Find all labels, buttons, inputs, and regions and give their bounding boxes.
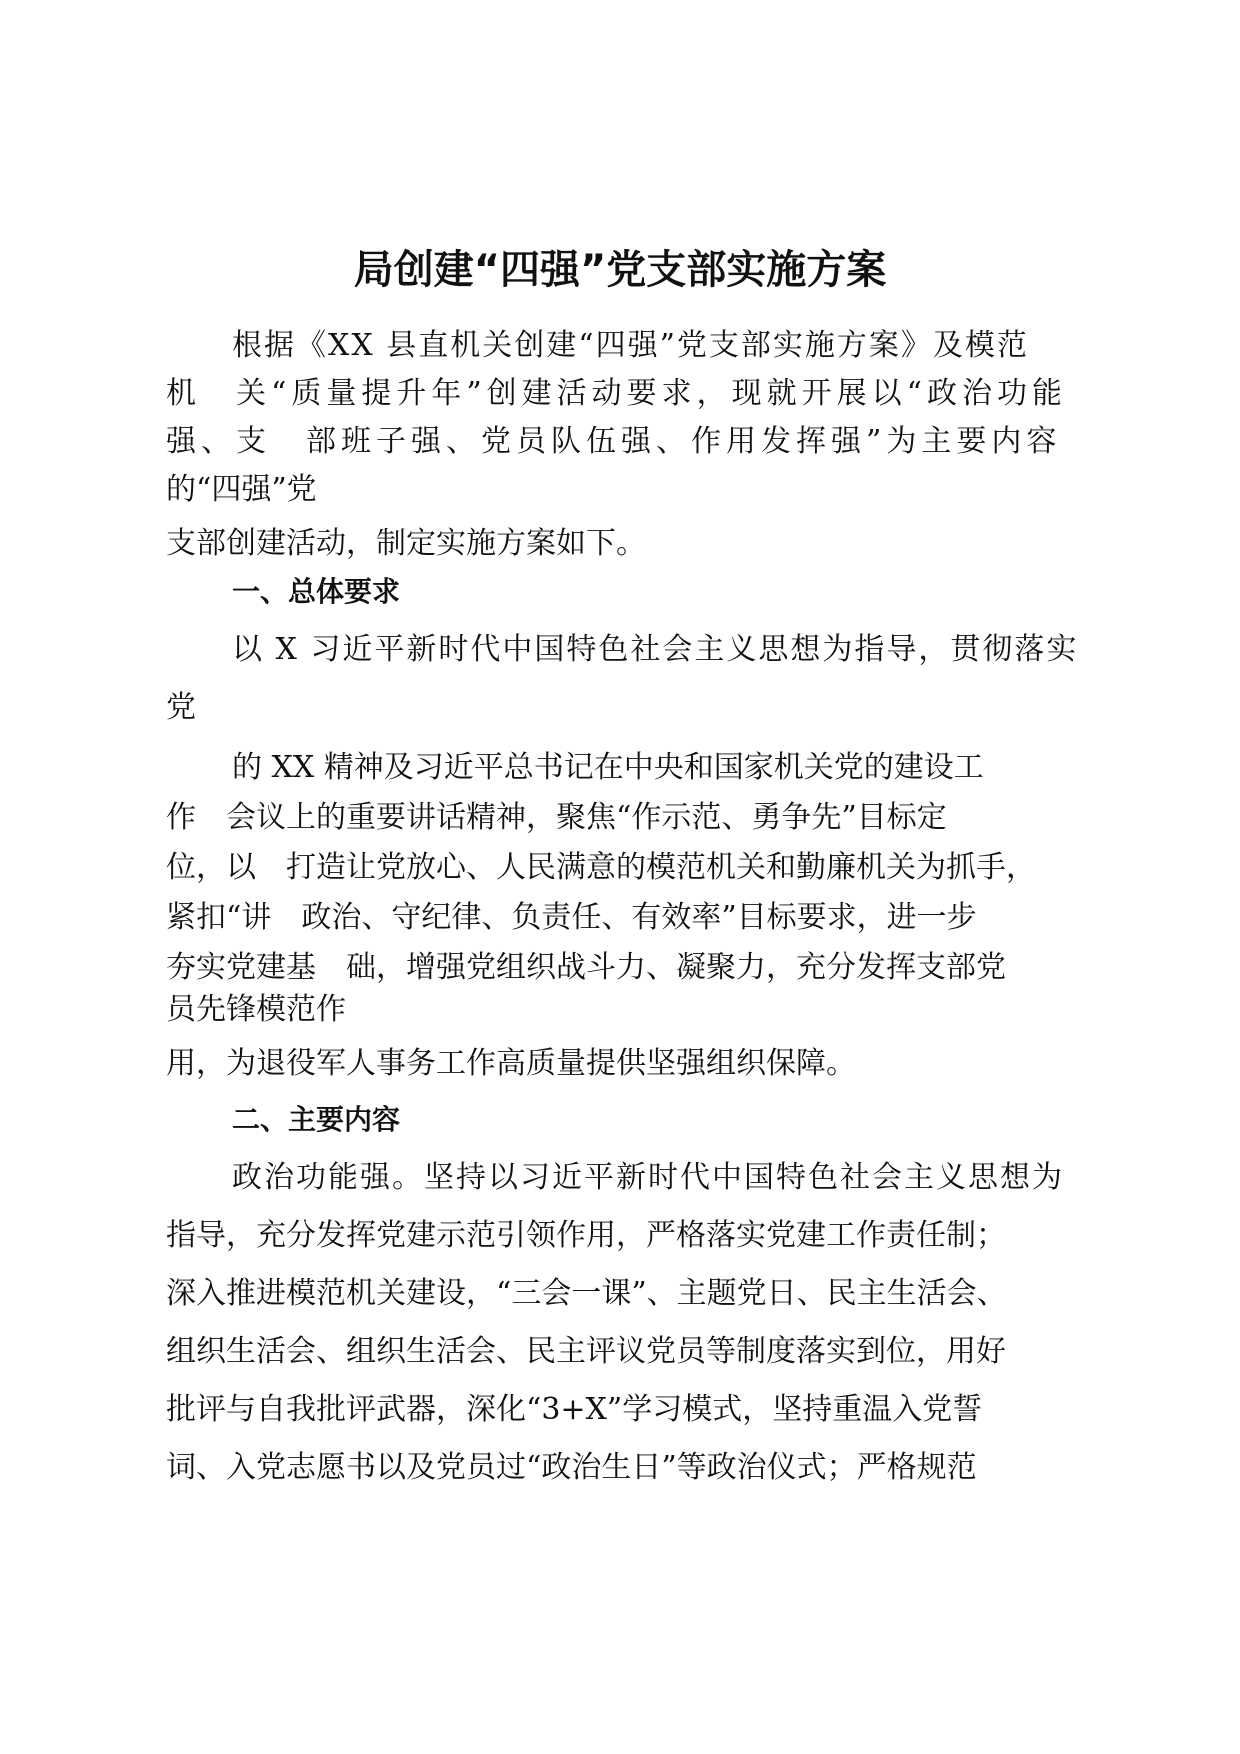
paragraph-line: 批评与自我批评武器，深化“3+X”学习模式，坚持重温入党誓 (166, 1392, 983, 1427)
paragraph-line: 深入推进模范机关建设，“三会一课”、主题党日、民主生活会、 (166, 1276, 1007, 1311)
paragraph-line: 用，为退役军人事务工作高质量提供坚强组织保障。 (166, 1046, 856, 1081)
section-heading: 一、总体要求 (232, 575, 401, 608)
intro-line: 强、支 部班子强、党员队伍强、作用发挥强”为主要内容 (166, 424, 1062, 459)
paragraph-line: 夯实党建基 础，增强党组织战斗力、凝聚力，充分发挥支部党 (166, 950, 1006, 985)
paragraph-line: 党 (166, 690, 196, 725)
paragraph-line: 的 XX 精神及习近平总书记在中央和国家机关党的建设工 (232, 750, 984, 785)
intro-line: 机 关“质量提升年”创建活动要求，现就开展以“政治功能 (166, 376, 1068, 411)
paragraph-line: 指导，充分发挥党建示范引领作用，严格落实党建工作责任制； (166, 1218, 1006, 1253)
paragraph-line: 紧扣“讲 政治、守纪律、负责任、有效率”目标要求，进一步 (166, 900, 977, 935)
paragraph-line: 组织生活会、组织生活会、民主评议党员等制度落实到位，用好 (166, 1334, 1006, 1369)
paragraph-line: 政治功能强。坚持以习近平新时代中国特色社会主义思想为 (232, 1160, 1064, 1195)
paragraph-line: 作 会议上的重要讲话精神，聚焦“作示范、勇争先”目标定 (166, 800, 947, 835)
intro-line: 根据《XX 县直机关创建“四强”党支部实施方案》及模范 (232, 328, 1029, 363)
paragraph-line: 词、入党志愿书以及党员过“政治生日”等政治仪式；严格规范 (166, 1450, 977, 1485)
intro-line: 支部创建活动，制定实施方案如下。 (166, 526, 646, 561)
paragraph-line: 以 X 习近平新时代中国特色社会主义思想为指导，贯彻落实 (232, 632, 1079, 667)
section-heading: 二、主要内容 (232, 1103, 401, 1136)
paragraph-line: 位，以 打造让党放心、人民满意的模范机关和勤廉机关为抓手， (166, 850, 1036, 885)
intro-line: 的“四强”党 (166, 472, 317, 507)
document-title: 局创建“四强”党支部实施方案 (353, 247, 887, 293)
paragraph-line: 员先锋模范作 (166, 992, 346, 1027)
